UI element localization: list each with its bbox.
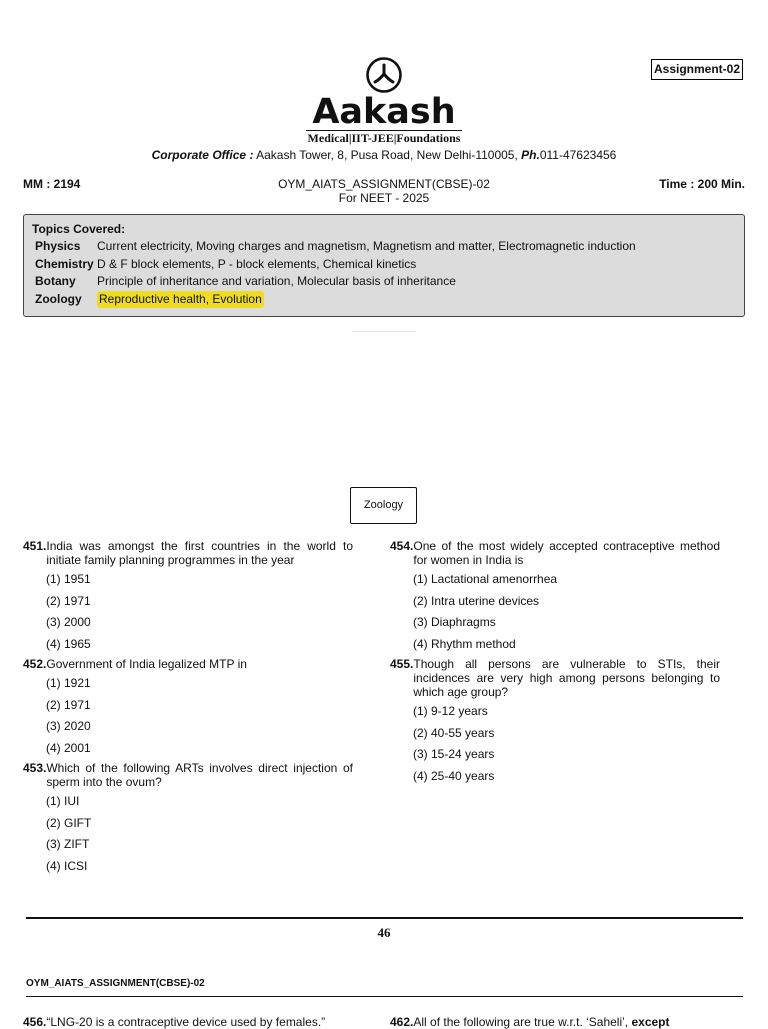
option: (1) 1951	[46, 572, 91, 586]
page-number: 46	[377, 925, 391, 940]
topic-subject: Physics	[35, 239, 81, 253]
question-number: 456.	[23, 1015, 47, 1029]
question-number: 451.	[23, 539, 47, 553]
topic-text: Current electricity, Moving charges and magnetism, Magnetism and matter, Electromagnetic induction	[97, 239, 636, 253]
aakash-emblem-icon	[365, 56, 403, 94]
question-column-right	[390, 539, 720, 787]
question-number: 453.	[23, 761, 47, 775]
option: (3) Diaphragms	[413, 615, 496, 629]
topic-subject: Chemistry	[35, 256, 94, 271]
question-451	[23, 539, 353, 655]
topic-text: Principle of inheritance and variation, Molecular basis of inheritance	[97, 274, 456, 288]
corporate-office	[0, 148, 768, 162]
question-text: Government of India legalized MTP in	[46, 657, 247, 671]
option: (2) GIFT	[46, 815, 92, 830]
option: (3) 15-24 years	[413, 747, 495, 761]
topic-row-chemistry	[32, 256, 736, 274]
corporate-address: Aakash Tower, 8, Pusa Road, New Delhi-110005,	[253, 148, 522, 162]
option: (1) Lactational amenorrhea	[413, 572, 558, 586]
question-text: Though all persons are vulnerable to STIs, their incidences are very high among persons belonging to which age group?	[413, 657, 720, 699]
question-452	[23, 657, 353, 759]
question-text: “LNG-20 is a contraceptive device used by females.”	[46, 1015, 326, 1029]
exam-target: For NEET - 2025	[338, 191, 430, 205]
option: (1) 1921	[46, 676, 91, 690]
question-number: 462.	[390, 1015, 414, 1029]
brand-name: Aakash	[312, 92, 456, 132]
option: (2) Intra uterine devices	[413, 593, 540, 608]
topics-covered-box	[23, 214, 745, 317]
topic-text: D & F block elements, P - block elements, Chemical kinetics	[97, 256, 417, 271]
topic-subject: Zoology	[35, 291, 82, 306]
option: (3) ZIFT	[46, 837, 90, 851]
topic-subject: Botany	[35, 274, 76, 288]
question-text: One of the most widely accepted contraceptive method for women in India is	[413, 539, 720, 567]
max-marks: MM : 2194	[23, 177, 81, 191]
question-number: 454.	[390, 539, 414, 553]
option: (4) 1965	[46, 636, 91, 651]
option: (4) ICSI	[46, 858, 88, 873]
option: (2) 1971	[46, 593, 91, 608]
question-454	[390, 539, 720, 655]
question-number: 455.	[390, 657, 414, 671]
question-text: Which of the following ARTs involves direct injection of sperm into the ovum?	[46, 761, 353, 789]
question-column-left	[23, 539, 353, 877]
page-footer-rule	[26, 917, 743, 919]
question-emphasis: except	[631, 1015, 670, 1029]
next-page-header-rule	[26, 996, 743, 997]
brand-tagline: Medical|IIT-JEE|Foundations	[307, 131, 461, 145]
next-page-header-code: OYM_AIATS_ASSIGNMENT(CBSE)-02	[26, 978, 205, 989]
question-462-partial	[390, 1015, 670, 1029]
topic-row-botany	[32, 273, 736, 291]
question-number: 452.	[23, 657, 47, 671]
time-limit: Time : 200 Min.	[659, 177, 745, 191]
question-text: All of the following are true w.r.t. ‘Saheli’,	[413, 1015, 632, 1029]
question-456-partial	[23, 1015, 325, 1029]
topic-row-physics	[32, 238, 736, 256]
assignment-label: Assignment-02	[651, 59, 743, 80]
option: (1) 9-12 years	[413, 704, 488, 718]
option: (4) 25-40 years	[413, 768, 495, 783]
phone-label: Ph.	[521, 148, 540, 162]
option: (3) 2020	[46, 719, 91, 733]
section-label: Zoology	[350, 487, 417, 524]
brand-logo	[284, 56, 484, 145]
option: (4) Rhythm method	[413, 636, 516, 651]
phone-number: 011-47623456	[539, 148, 617, 162]
topic-text-highlighted: Reproductive health, Evolution	[97, 291, 264, 309]
question-453	[23, 761, 353, 877]
question-455	[390, 657, 720, 787]
question-text: India was amongst the first countries in the world to initiate family planning programmes in the year	[46, 539, 353, 567]
option: (2) 1971	[46, 697, 91, 712]
option: (2) 40-55 years	[413, 725, 495, 740]
topics-title: Topics Covered:	[32, 222, 126, 236]
corporate-label: Corporate Office :	[151, 148, 254, 162]
assignment-code-block	[0, 177, 768, 205]
topic-row-zoology	[32, 291, 736, 309]
assignment-code: OYM_AIATS_ASSIGNMENT(CBSE)-02	[278, 177, 490, 191]
option: (1) IUI	[46, 794, 80, 808]
option: (3) 2000	[46, 615, 91, 629]
divider	[352, 331, 416, 332]
option: (4) 2001	[46, 740, 91, 755]
